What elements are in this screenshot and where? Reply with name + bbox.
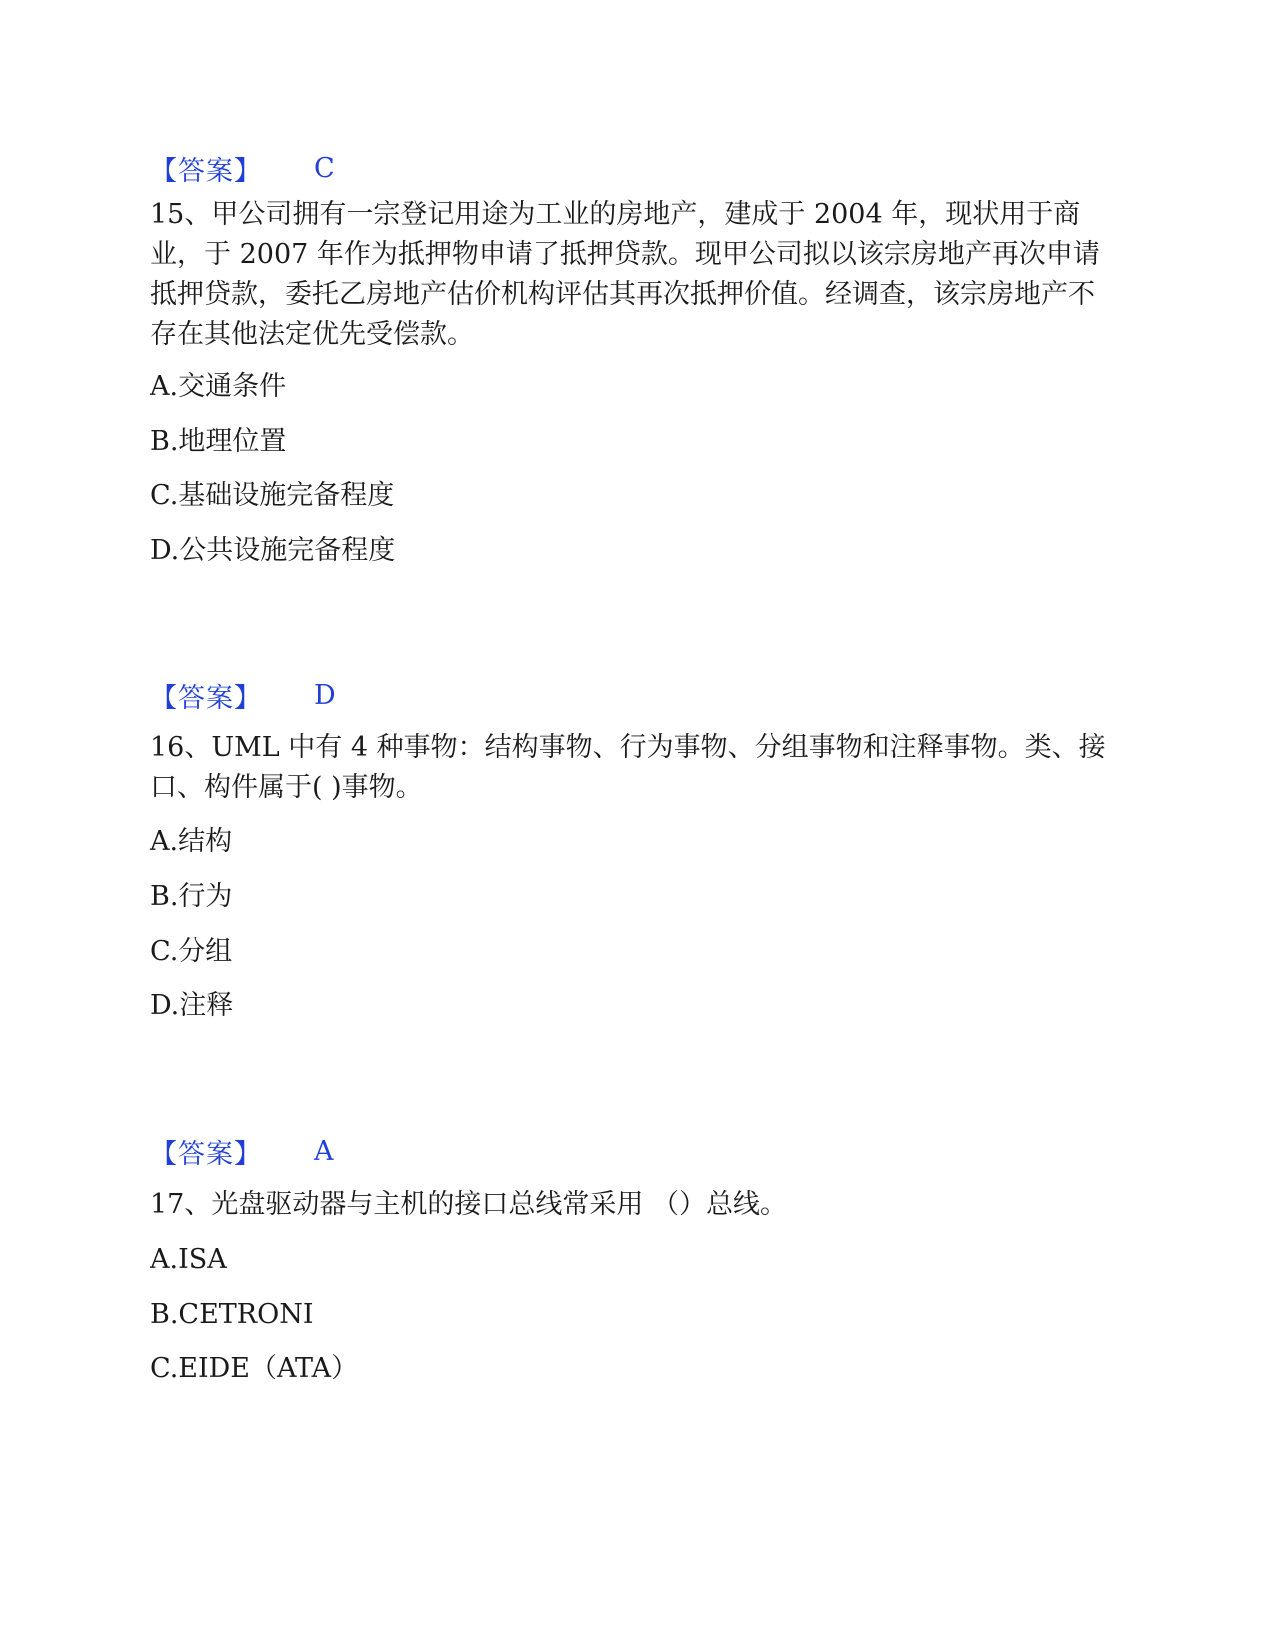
question-text: 15、甲公司拥有一宗登记用途为工业的房地产，建成于 2004 年，现状用于商业，于 2007 年作为抵押物申请了抵押贷款。现甲公司拟以该宗房地产再次申请抵押贷款，委托乙房地产估价机构评估其再次抵押价值。经调查，该宗房地产不存在其他法定优先受偿款。 <box>150 199 1100 350</box>
option-d: D.公共设施完备程度 <box>150 535 396 566</box>
question-text: 17、光盘驱动器与主机的接口总线常采用 （）总线。 <box>150 1189 787 1220</box>
option-a: A.结构 <box>150 826 233 857</box>
option-d: D.注释 <box>150 990 234 1021</box>
answer-value: D <box>314 679 336 711</box>
answer-value: C <box>314 152 335 184</box>
option-a: A.ISA <box>150 1244 227 1275</box>
option-c: C.分组 <box>150 936 233 967</box>
option-c: C.基础设施完备程度 <box>150 480 395 511</box>
answer-line <box>150 148 335 188</box>
answer-label: 【答案】 <box>150 1138 262 1170</box>
answer-line <box>150 675 336 715</box>
answer-label: 【答案】 <box>150 155 262 187</box>
answer-value: A <box>314 1135 334 1167</box>
option-c: C.EIDE（ATA） <box>150 1353 359 1384</box>
option-b: B.地理位置 <box>150 426 287 457</box>
option-b: B.行为 <box>150 881 233 912</box>
answer-label: 【答案】 <box>150 682 262 714</box>
option-a: A.交通条件 <box>150 371 287 402</box>
answer-line <box>150 1131 334 1171</box>
option-b: B.CETRONI <box>150 1299 314 1330</box>
question-text: 16、UML 中有 4 种事物：结构事物、行为事物、分组事物和注释事物。类、接口、构件属于( )事物。 <box>150 732 1106 803</box>
